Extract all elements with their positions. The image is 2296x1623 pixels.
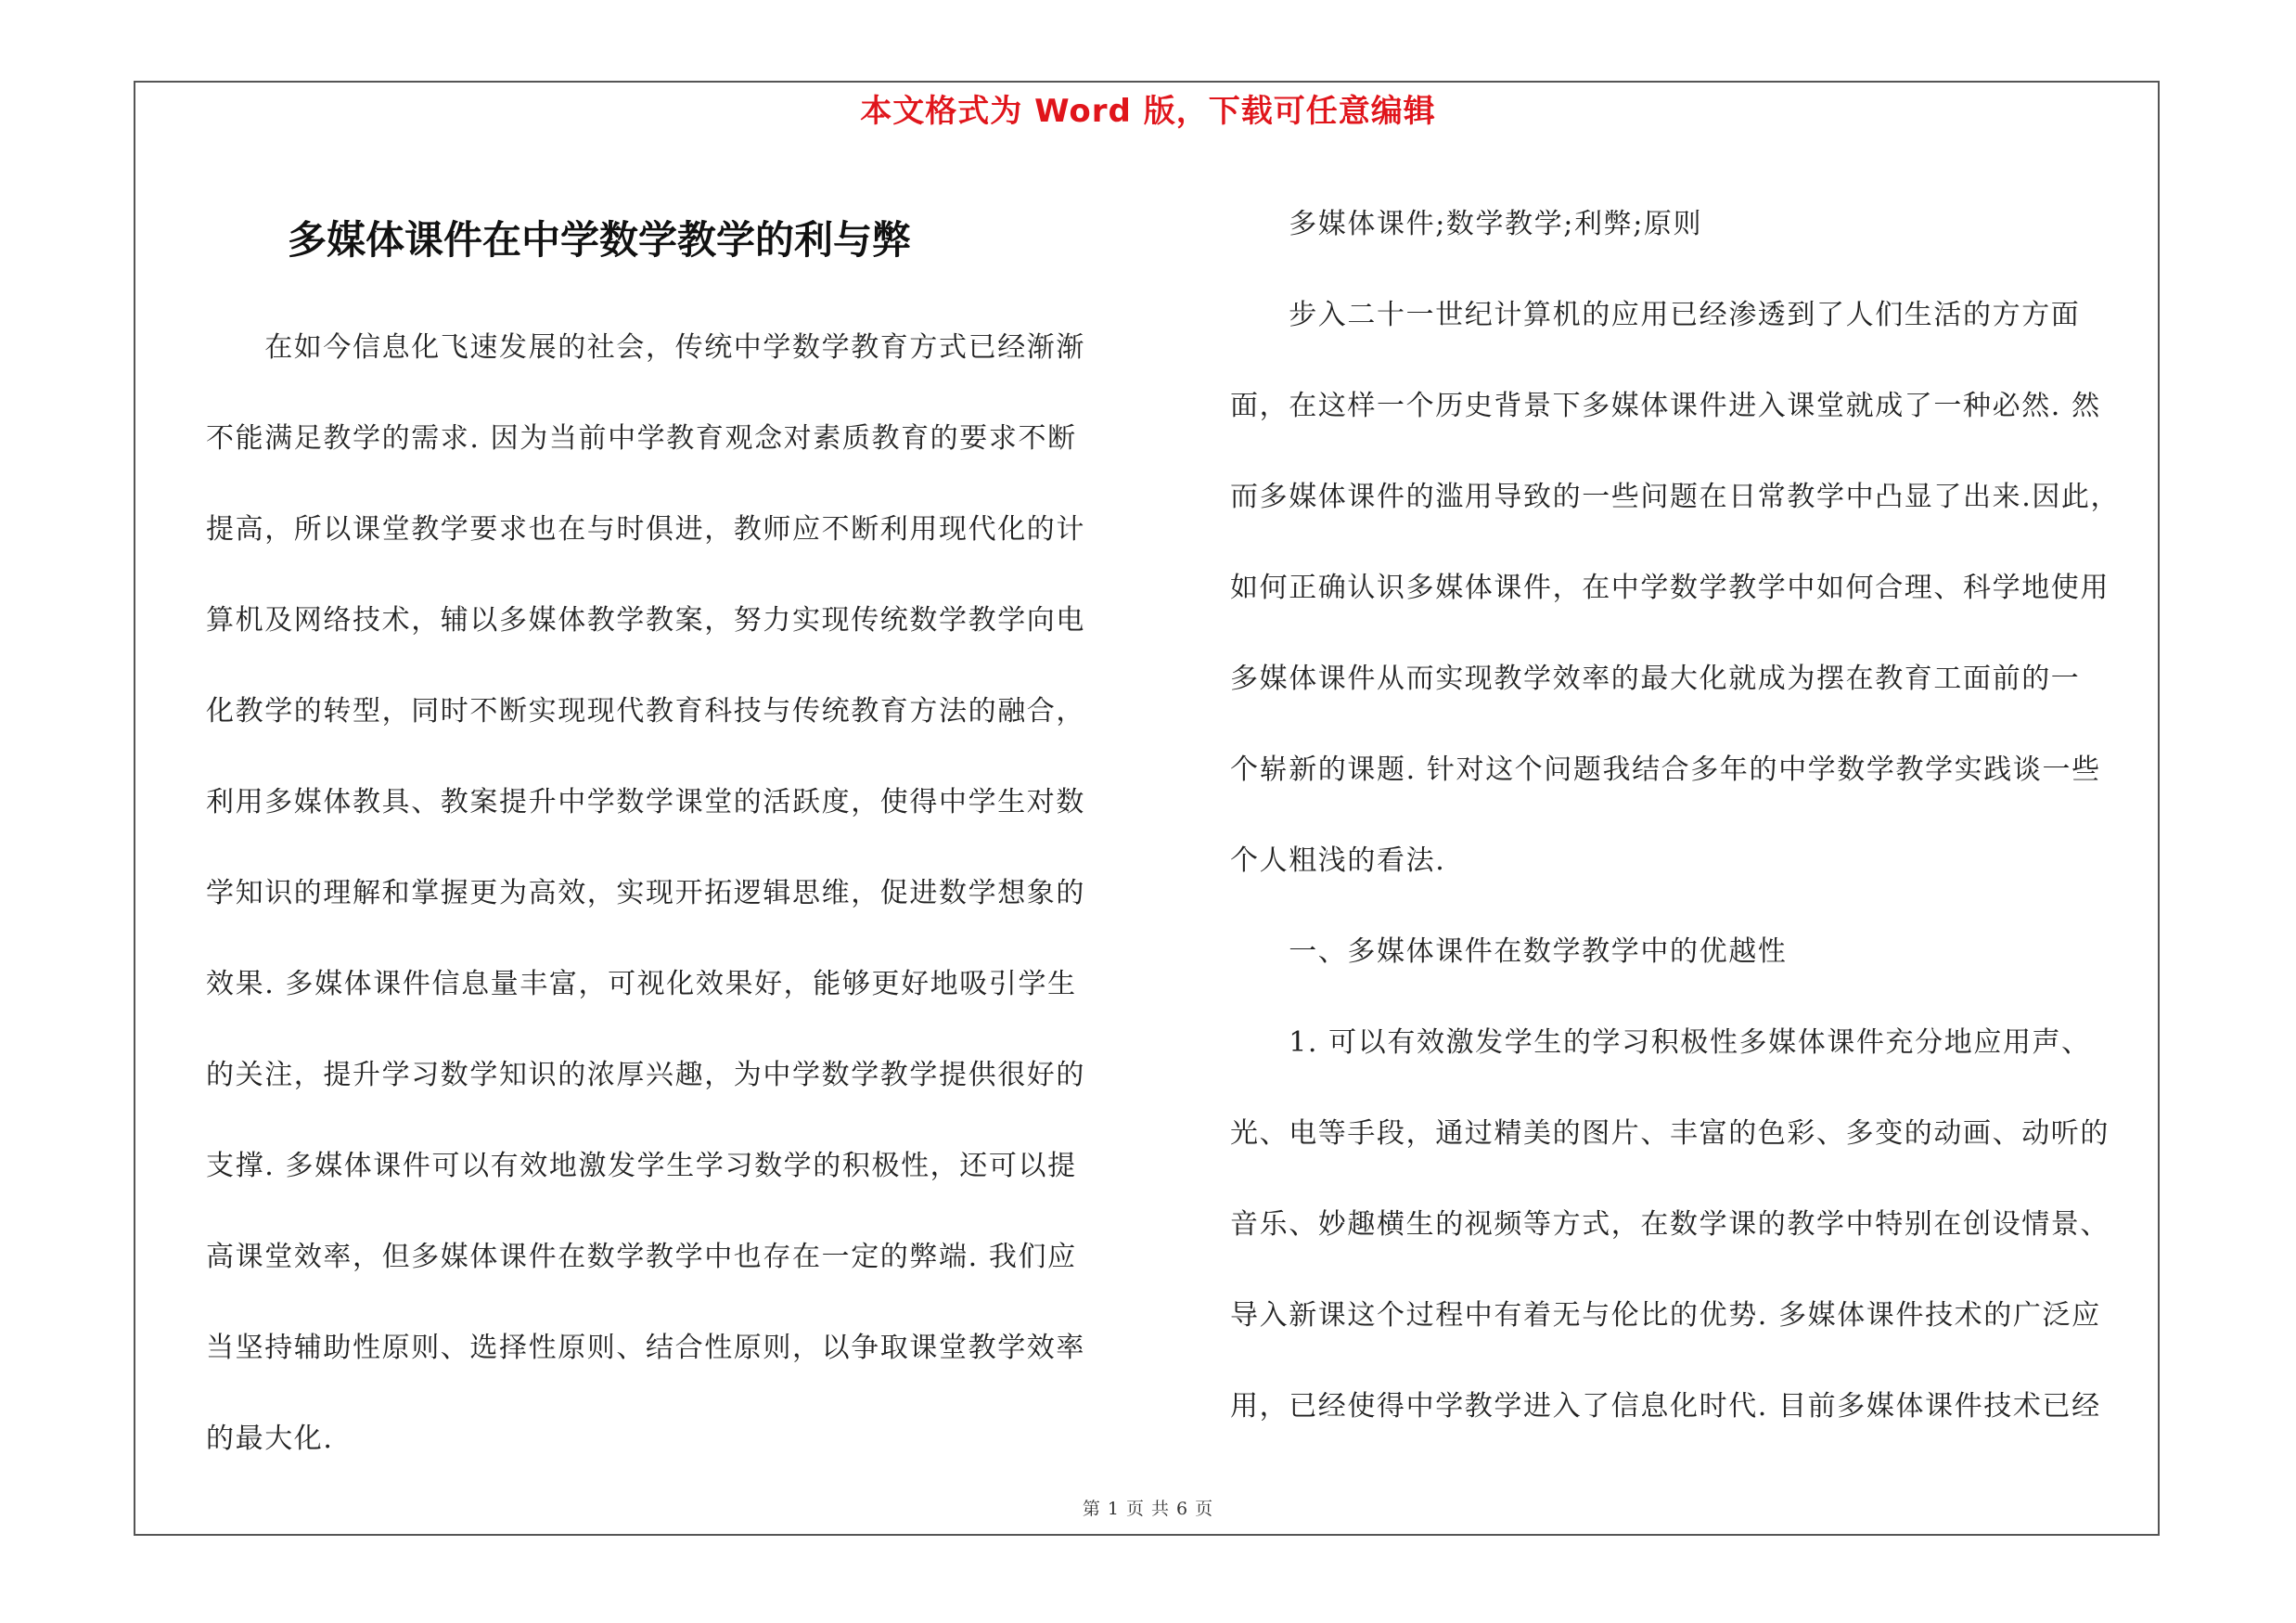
text-line: 算机及网络技术，辅以多媒体教学教案，努力实现传统数学教学向电	[206, 604, 1085, 637]
text-line: 如何正确认识多媒体课件，在中学数学教学中如何合理、科学地使用	[1230, 572, 2110, 604]
text-line: 支撑. 多媒体课件可以有效地激发学生学习数学的积极性，还可以提	[206, 1150, 1077, 1182]
text-line: 导入新课这个过程中有着无与伦比的优势. 多媒体课件技术的广泛应	[1230, 1299, 2101, 1332]
text-line: 面，在这样一个历史背景下多媒体课件进入课堂就成了一种必然. 然	[1230, 390, 2101, 422]
document-title: 多媒体课件在中学数学教学的利与弊	[288, 217, 912, 263]
text-line: 学知识的理解和掌握更为高效，实现开拓逻辑思维，促进数学想象的	[206, 877, 1085, 909]
text-line: 多媒体课件从而实现教学效率的最大化就成为摆在教育工面前的一	[1230, 663, 2081, 695]
right-text-column	[1230, 179, 2158, 1452]
text-line: 利用多媒体教具、教案提升中学数学课堂的活跃度，使得中学生对数	[206, 786, 1085, 818]
text-line: 用，已经使得中学教学进入了信息化时代. 目前多媒体课件技术已经	[1230, 1390, 2101, 1423]
text-line: 化教学的转型，同时不断实现现代教育科技与传统教育方法的融合，	[206, 695, 1085, 728]
text-line: 音乐、妙趣横生的视频等方式，在数学课的教学中特别在创设情景、	[1230, 1208, 2110, 1241]
text-line: 提高，所以课堂教学要求也在与时俱进，教师应不断利用现代化的计	[206, 513, 1085, 546]
text-line: 个人粗浅的看法.	[1230, 844, 1446, 877]
text-line: 光、电等手段，通过精美的图片、丰富的色彩、多变的动画、动听的	[1230, 1117, 2110, 1150]
text-line: 当坚持辅助性原则、选择性原则、结合性原则，以争取课堂教学效率	[206, 1332, 1085, 1364]
left-text-column	[206, 303, 1134, 1485]
section-heading: 一、多媒体课件在数学教学中的优越性	[1230, 935, 1788, 968]
text-line: 的关注，提升学习数学知识的浓厚兴趣，为中学数学教学提供很好的	[206, 1059, 1085, 1091]
text-line: 高课堂效率，但多媒体课件在数学教学中也存在一定的弊端. 我们应	[206, 1241, 1077, 1273]
text-line: 的最大化.	[206, 1423, 334, 1455]
text-line: 个崭新的课题. 针对这个问题我结合多年的中学数学教学实践谈一些	[1230, 754, 2101, 786]
text-line: 而多媒体课件的滥用导致的一些问题在日常教学中凸显了出来.因此，	[1230, 481, 2121, 513]
page-number-footer: 第 1 页 共 6 页	[1082, 1499, 1214, 1519]
text-line: 步入二十一世纪计算机的应用已经渗透到了人们生活的方方面	[1230, 299, 2081, 331]
text-line: 在如今信息化飞速发展的社会，传统中学数学教育方式已经渐渐	[206, 331, 1085, 364]
text-line: 效果. 多媒体课件信息量丰富，可视化效果好，能够更好地吸引学生	[206, 968, 1077, 1000]
text-line: 1. 可以有效激发学生的学习积极性多媒体课件充分地应用声、	[1230, 1026, 2091, 1059]
text-line: 不能满足教学的需求. 因为当前中学教育观念对素质教育的要求不断	[206, 422, 1077, 455]
format-notice-banner: 本文格式为 Word 版，下载可任意编辑	[860, 93, 1436, 130]
keywords-line: 多媒体课件;数学教学;利弊;原则	[1230, 208, 1703, 240]
